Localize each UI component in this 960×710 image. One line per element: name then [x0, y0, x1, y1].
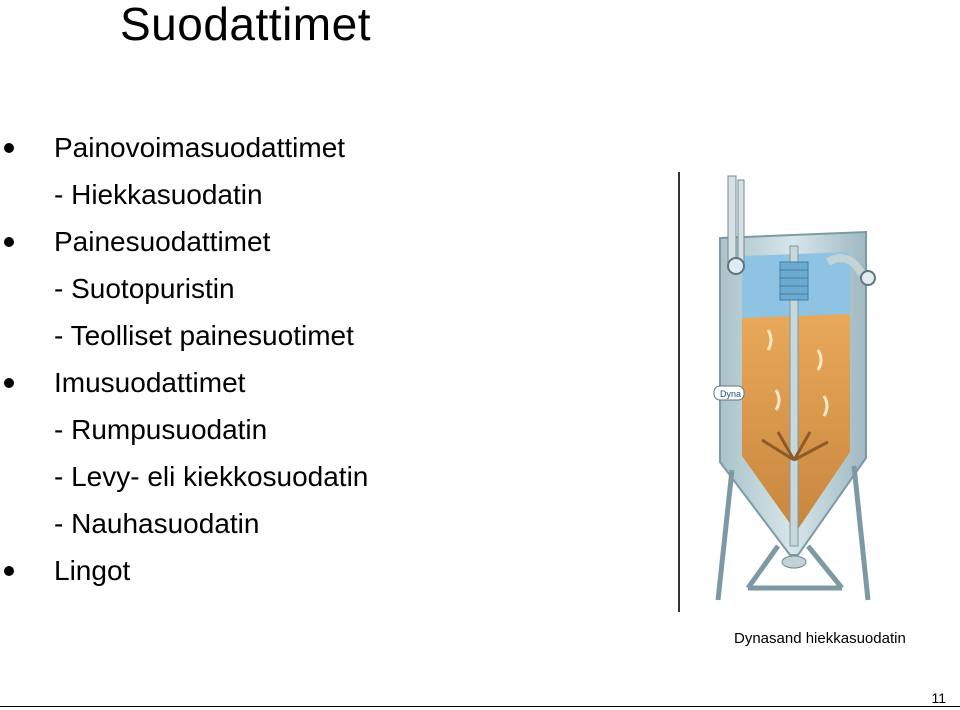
- figure-caption: Dynasand hiekkasuodatin: [734, 630, 906, 647]
- list-item: [0, 457, 520, 504]
- bullet-icon: [4, 237, 14, 247]
- inlet-pipe: [728, 176, 736, 266]
- valve-icon: [861, 271, 875, 285]
- tank-label: Dyna: [720, 389, 742, 399]
- list-item-text: - Levy- eli kiekkosuodatin: [54, 461, 369, 492]
- list-item-text: Painovoimasuodattimet: [54, 132, 346, 163]
- list-item: [0, 410, 520, 457]
- bullet-icon: [4, 143, 14, 153]
- list-item: [0, 269, 520, 316]
- list-item-text: - Rumpusuodatin: [54, 414, 268, 445]
- bullet-icon: [4, 566, 14, 576]
- list-item-text: - Nauhasuodatin: [54, 508, 260, 539]
- list-item: [0, 551, 520, 598]
- list-item-text: - Teolliset painesuotimet: [54, 320, 354, 351]
- bottom-outlet: [782, 556, 806, 568]
- list-item-text: Lingot: [54, 555, 131, 586]
- list-item: [0, 363, 520, 410]
- sand-filter-illustration: [678, 170, 908, 615]
- list-item: [0, 316, 520, 363]
- list-item: [0, 504, 520, 551]
- bullet-icon: [4, 378, 14, 388]
- bullet-list: [0, 128, 520, 598]
- inlet-pipe: [738, 180, 744, 266]
- list-item-text: - Suotopuristin: [54, 273, 235, 304]
- footer-rule: [0, 706, 960, 707]
- list-item: [0, 128, 520, 175]
- slide-title: Suodattimet: [120, 0, 371, 50]
- list-item-text: - Hiekkasuodatin: [54, 179, 263, 210]
- list-item: [0, 222, 520, 269]
- list-item-text: Imusuodattimet: [54, 367, 246, 398]
- valve-icon: [728, 258, 744, 274]
- list-item-text: Painesuodattimet: [54, 226, 271, 257]
- list-item: [0, 175, 520, 222]
- page-number: 11: [931, 690, 946, 706]
